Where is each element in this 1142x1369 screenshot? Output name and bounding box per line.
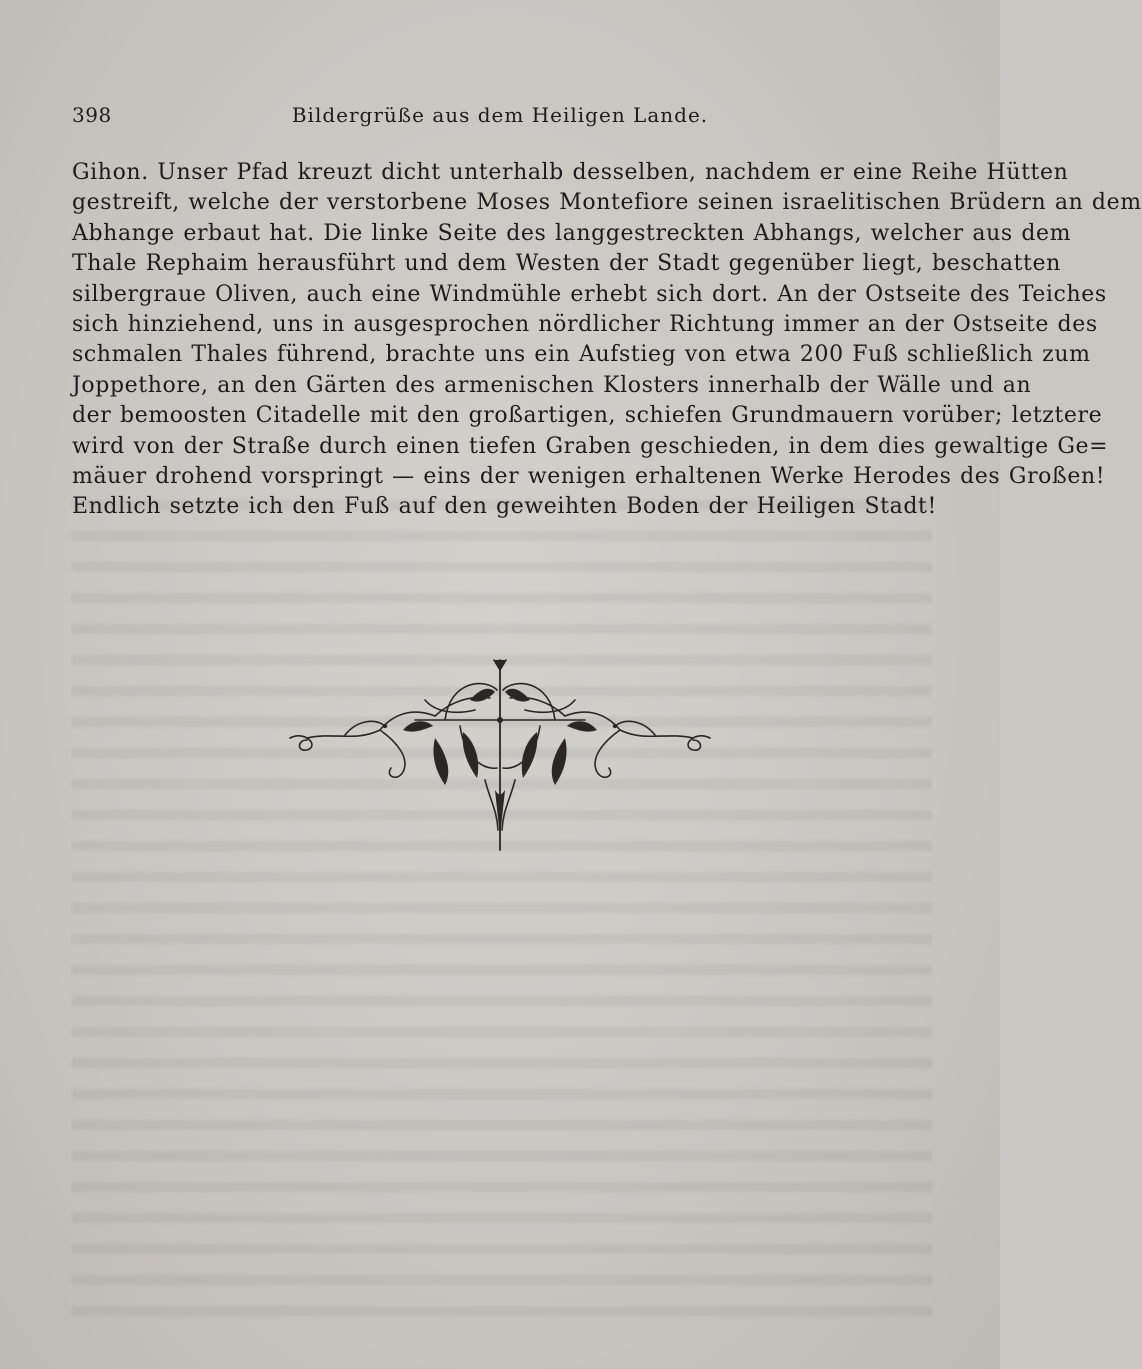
text-line: silbergraue Oliven, auch eine Windmühle erhebt sich dort. An der Ostseite des Teiches bbox=[72, 281, 1107, 307]
running-title: Bildergrüße aus dem Heiligen Lande. bbox=[291, 103, 709, 127]
text-line: Thale Rephaim herausführt und dem Westen der Stadt gegenüber liegt, beschatten bbox=[72, 251, 1061, 277]
text-line: Gihon. Unser Pfad kreuzt dicht unterhalb desselben, nachdem er eine Reihe Hütten bbox=[72, 160, 1069, 185]
text-line: sich hinziehend, uns in ausgesprochen nördlicher Richtung immer an der Ostseite des bbox=[72, 312, 1098, 338]
text-line: mäuer drohend vorspringt — eins der wenigen erhaltenen Werke Herodes des Großen! bbox=[72, 464, 1106, 490]
floral-vignette-icon bbox=[285, 660, 715, 850]
page-number: 398 bbox=[72, 103, 112, 127]
text-line: der bemoosten Citadelle mit den großartigen, schiefen Grundmauern vorüber; letztere bbox=[72, 403, 1103, 429]
text-line: schmalen Thales führend, brachte uns ein Aufstieg von etwa 200 Fuß schließlich zum bbox=[72, 342, 1091, 368]
text-line: wird von der Straße durch einen tiefen Graben geschieden, in dem dies gewaltige Ge= bbox=[72, 433, 1109, 459]
text-line: gestreift, welche der verstorbene Moses Montefiore seinen israelitischen Brüdern an dem bbox=[72, 190, 1142, 216]
text-line: Abhange erbaut hat. Die linke Seite des langgestreckten Abhangs, welcher aus dem bbox=[72, 220, 1072, 246]
bleed-through-shadow bbox=[72, 500, 932, 1320]
body-paragraph bbox=[72, 158, 1142, 523]
text-line: Joppethore, an den Gärten des armenischen Klosters innerhalb der Wälle und an bbox=[72, 372, 1032, 398]
text-line: Endlich setzte ich den Fuß auf den geweihten Boden der Heiligen Stadt! bbox=[72, 494, 937, 520]
